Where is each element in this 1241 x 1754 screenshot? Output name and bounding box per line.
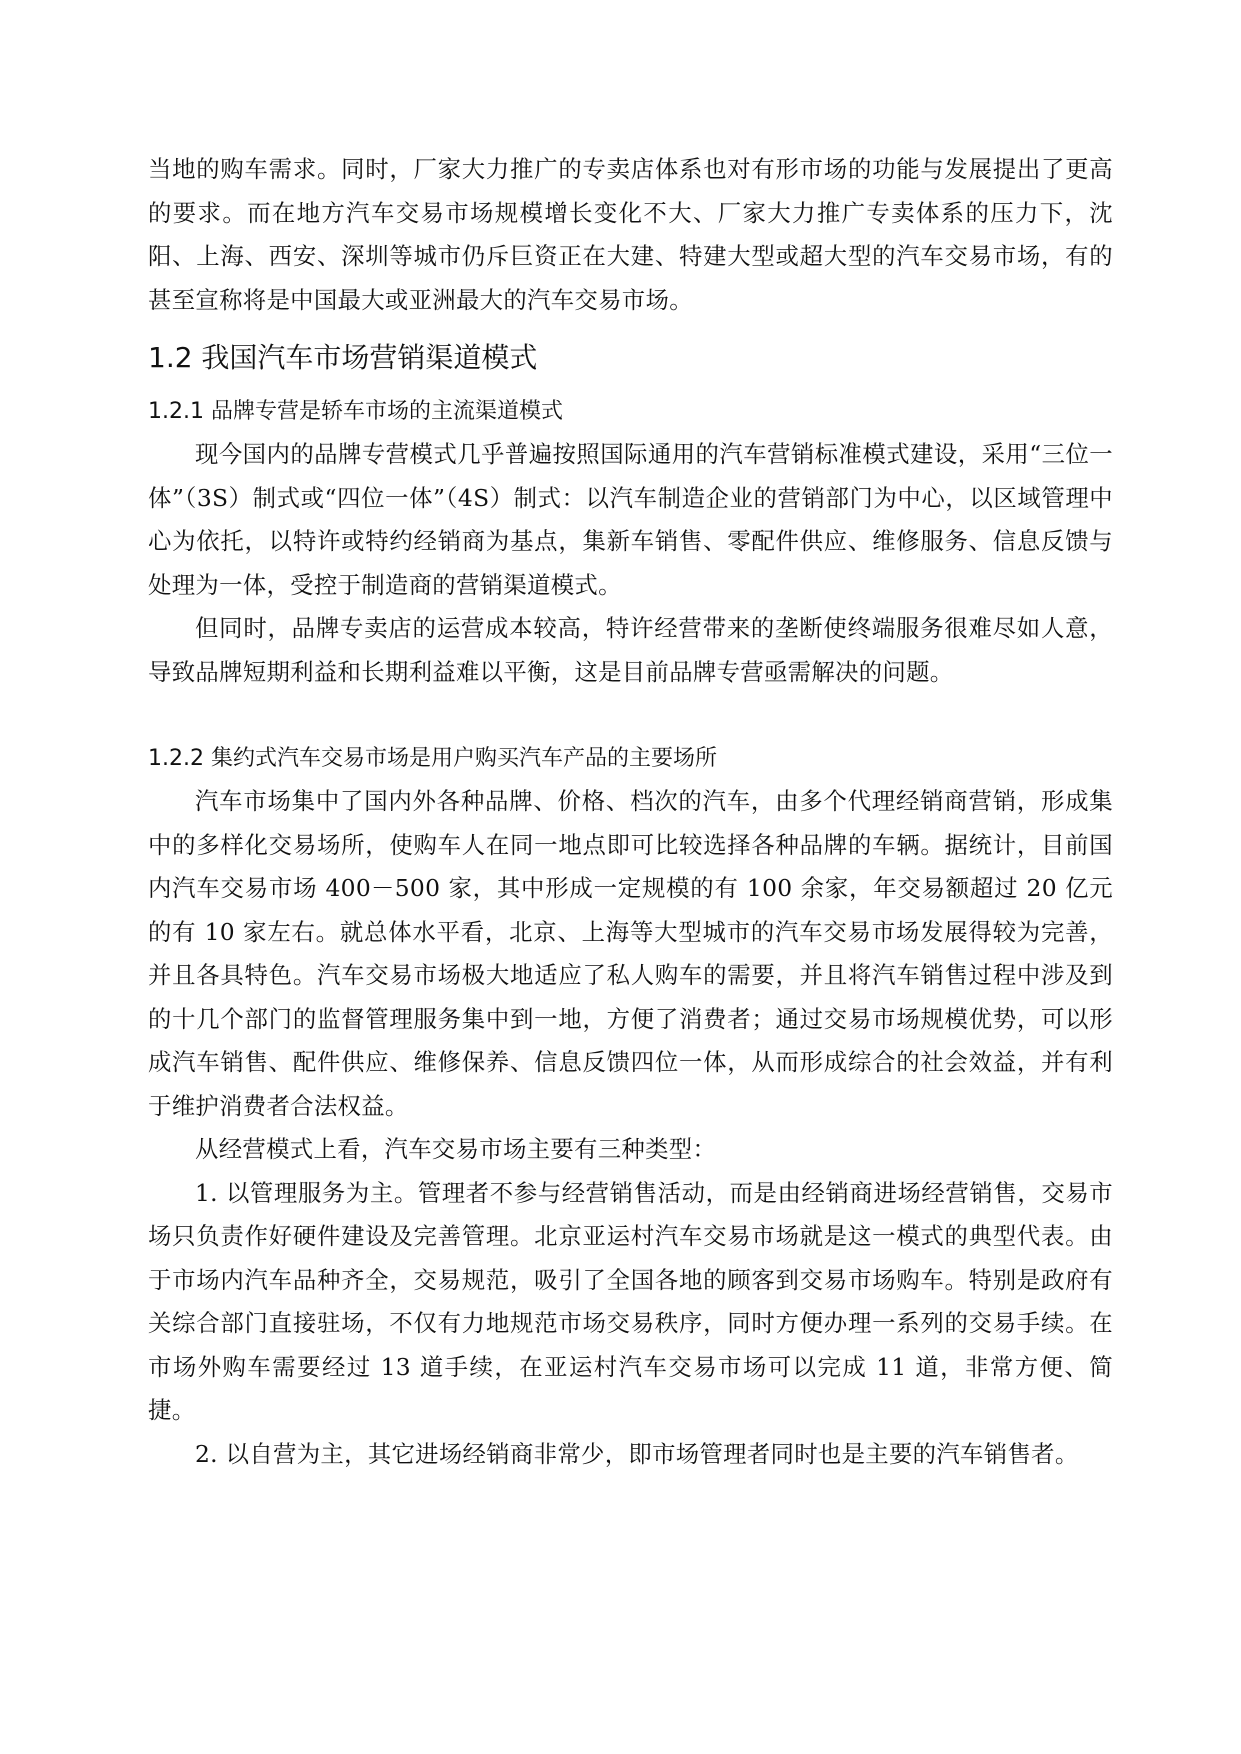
section-spacer — [148, 694, 1113, 737]
paragraph-brand-dealership-problem: 但同时，品牌专卖店的运营成本较高，特许经营带来的垄断使终端服务很难尽如人意，导致品牌短期利益和长期利益难以平衡，这是目前品牌专营亟需解决的问题。 — [148, 614, 1113, 686]
paragraph-market-type-1: 1. 以管理服务为主。管理者不参与经营销售活动，而是由经销商进场经营销售，交易市场只负责作好硬件建设及完善管理。北京亚运村汽车交易市场就是这一模式的典型代表。由于市场内汽车品种齐全，交易规范，吸引了全国各地的顾客到交易市场购车。特别是政府有关综合部门直接驻场，不仅有力地规范市场交易秩序，同时方便办理一系列的交易手续。在市场外购车需要经过 13 道手续，在亚运村汽车交易市场可以完成 11 道，非常方便、简捷。 — [148, 1178, 1113, 1424]
paragraph-market-type-2: 2. 以自营为主，其它进场经销商非常少，即市场管理者同时也是主要的汽车销售者。 — [195, 1439, 1079, 1468]
section-heading-1-2-2: 1.2.2 集约式汽车交易市场是用户购买汽车产品的主要场所 — [148, 746, 717, 771]
paragraph-brand-dealership-model: 现今国内的品牌专营模式几乎普遍按照国际通用的汽车营销标准模式建设，采用“三位一体”（3S）制式或“四位一体”（4S）制式：以汽车制造企业的营销部门为中心，以区域管理中心为依托，以特许或特约经销商为基点，集新车销售、零配件供应、维修服务、信息反馈与处理为一体，受控于制造商的营销渠道模式。 — [148, 440, 1113, 599]
section-heading-1-2: 1.2 我国汽车市场营销渠道模式 — [148, 341, 538, 374]
document-body — [148, 148, 1113, 1476]
intro-paragraph: 当地的购车需求。同时，厂家大力推广的专卖店体系也对有形市场的功能与发展提出了更高的要求。而在地方汽车交易市场规模增长变化不大、厂家大力推广专卖体系的压力下，沈阳、上海、西安、深圳等城市仍斥巨资正在大建、特建大型或超大型的汽车交易市场，有的甚至宣称将是中国最大或亚洲最大的汽车交易市场。 — [148, 155, 1113, 314]
paragraph-market-types-intro: 从经营模式上看，汽车交易市场主要有三种类型： — [195, 1135, 717, 1163]
paragraph-auto-market-overview: 汽车市场集中了国内外各种品牌、价格、档次的汽车，由多个代理经销商营销，形成集中的多样化交易场所，使购车人在同一地点即可比较选择各种品牌的车辆。据统计，目前国内汽车交易市场 400－500 家，其中形成一定规模的有 100 余家，年交易额超过 20 亿元的有 10 家左右。就总体水平看，北京、上海等大型城市的汽车交易市场发展得较为完善，并且各具特色。汽车交易市场极大地适应了私人购车的需要，并且将汽车销售过程中涉及到的十几个部门的监督管理服务集中到一地，方便了消费者；通过交易市场规模优势，可以形成汽车销售、配件供应、维修保养、信息反馈四位一体，从而形成综合的社会效益，并有利于维护消费者合法权益。 — [148, 787, 1113, 1120]
section-heading-1-2-1: 1.2.1 品牌专营是轿车市场的主流渠道模式 — [148, 399, 563, 424]
